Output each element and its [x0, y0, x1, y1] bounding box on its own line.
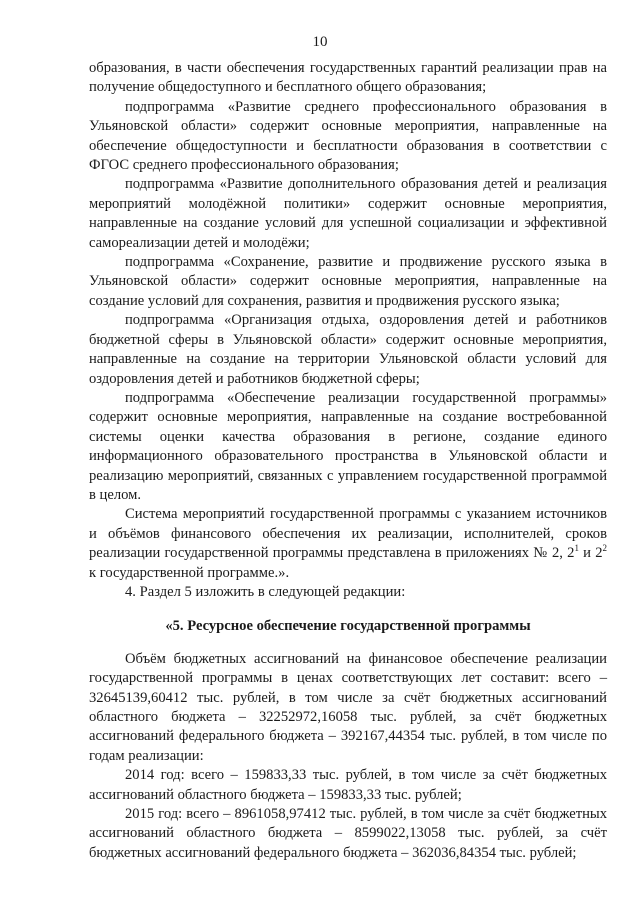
section-heading: «5. Ресурсное обеспечение государственной программы — [165, 618, 531, 635]
page-number: 10 — [312, 34, 328, 50]
paragraph-subprogram-vocational: подпрограмма «Развитие среднего профессионального образования в Ульяновской области» содержит основные мероприятия, направленные на обеспечение общедоступности и бесплатности образования в соответствии с ФГОС среднего профессионального образования; — [89, 98, 607, 174]
paragraph-system-of-measures — [89, 505, 607, 583]
paragraph-education-guarantees: образования, в части обеспечения государственных гарантий реализации прав на получение общедоступного и бесплатного общего образования; — [89, 60, 607, 96]
paragraph-funding-2014: 2014 год: всего – 159833,33 тыс. рублей, в том числе за счёт бюджетных ассигнований областного бюджета – 159833,33 тыс. рублей; — [89, 767, 607, 803]
superscript-2: 2 — [602, 543, 608, 554]
paragraph-subprogram-recreation: подпрограмма «Организация отдыха, оздоровления детей и работников бюджетной сферы в Ульяновской области» содержит основные мероприятия, направленные на создание на территории Ульяновской области условий для оздоровления детей и работников бюджетной сферы; — [89, 312, 607, 387]
system-text: Система мероприятий государственной программы с указанием источников и объёмов финансового обеспечения их реализации, исполнителей, сроков реализации государственной программы представлена в приложениях № 2, 2 — [89, 506, 607, 562]
paragraph-funding-total: Объём бюджетных ассигнований на финансовое обеспечение реализации государственной программы в ценах соответствующих лет составит: всего – 32645139,60412 тыс. рублей, в том числе за счёт бюджетных ассигнований областного бюджета – 32252972,16058 тыс. рублей, за счёт бюджетных ассигнований федерального бюджета – 392167,44354 тыс. рублей, в том числе по годам реализации: — [89, 650, 607, 764]
paragraph-subprogram-russian-language: подпрограмма «Сохранение, развитие и продвижение русского языка в Ульяновской области» содержит основные мероприятия, направленные на создание условий для сохранения, развития и продвижения русского языка; — [89, 254, 607, 309]
instruction-line: 4. Раздел 5 изложить в следующей редакции: — [125, 583, 406, 600]
superscript-1: 1 — [574, 543, 579, 554]
system-tail: к государственной программе.». — [89, 564, 290, 581]
document-body — [89, 59, 607, 863]
system-mid: и 2 — [578, 545, 603, 562]
paragraph-funding-2015: 2015 год: всего – 8961058,97412 тыс. рублей, в том числе за счёт бюджетных ассигнований областного бюджета – 8599022,13058 тыс. рублей, за счёт бюджетных ассигнований федерального бюджета – 362036,84354 тыс. рублей; — [89, 806, 607, 861]
paragraph-subprogram-implementation: подпрограмма «Обеспечение реализации государственной программы» содержит основные мероприятия, направленные на создание востребованной системы оценки качества образования в регионе, создание единого информационного образовательного пространства в Ульяновской области и реализацию мероприятий, связанных с управлением государственной программой в целом. — [89, 389, 607, 503]
paragraph-subprogram-additional: подпрограмма «Развитие дополнительного образования детей и реализация мероприятий молодёжной политики» содержит основные мероприятия, направленные на создание условий для успешной социализации и эффективной самореализации детей и молодёжи; — [89, 176, 607, 251]
